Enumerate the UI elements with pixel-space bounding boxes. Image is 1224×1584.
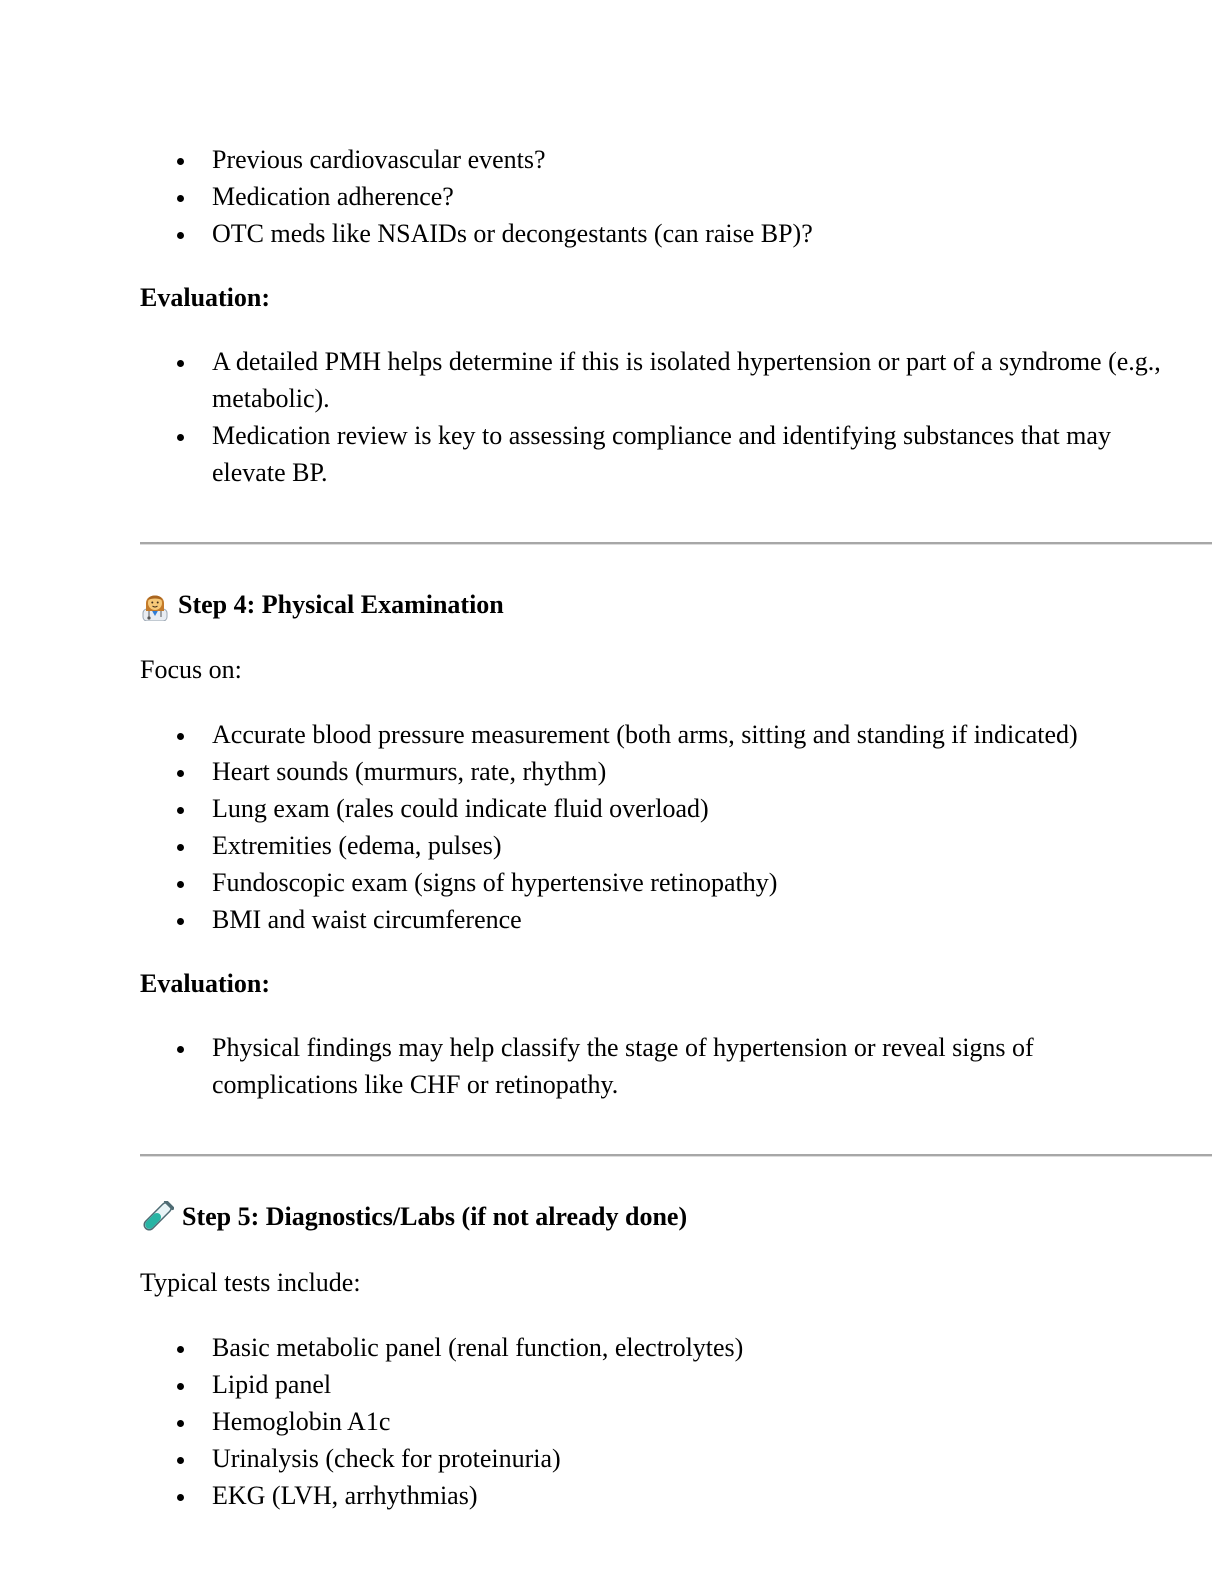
health-worker-icon [140, 589, 170, 621]
step4-heading [140, 586, 504, 623]
evaluation-label: Evaluation: [140, 283, 271, 312]
list-item: Urinalysis (check for proteinuria) [140, 1440, 1180, 1477]
list-item: Fundoscopic exam (signs of hypertensive retinopathy) [140, 864, 1180, 901]
list-item: Physical findings may help classify the stage of hypertension or reveal signs of complications like CHF or retinopathy. [140, 1029, 1180, 1103]
test-tube-icon [140, 1201, 174, 1233]
step4-list [140, 716, 1180, 938]
list-item: BMI and waist circumference [140, 901, 1180, 938]
list-item: Medication review is key to assessing compliance and identifying substances that may elevate BP. [140, 417, 1180, 491]
step5-intro: Typical tests include: [140, 1268, 361, 1297]
evaluation-label: Evaluation: [140, 969, 271, 998]
step4-intro: Focus on: [140, 655, 242, 684]
step5-heading [140, 1198, 687, 1235]
list-item: Hemoglobin A1c [140, 1403, 1180, 1440]
list-item: Previous cardiovascular events? [140, 141, 1180, 178]
list-item: Lung exam (rales could indicate fluid overload) [140, 790, 1180, 827]
section-divider [140, 1154, 1212, 1157]
step5-title: Step 5: Diagnostics/Labs (if not already done) [182, 1202, 688, 1231]
list-item: A detailed PMH helps determine if this is isolated hypertension or part of a syndrome (e.g., metabolic). [140, 343, 1180, 417]
list-item: Basic metabolic panel (renal function, electrolytes) [140, 1329, 1180, 1366]
evaluation-list [140, 343, 1180, 491]
list-item: Heart sounds (murmurs, rate, rhythm) [140, 753, 1180, 790]
list-item: Extremities (edema, pulses) [140, 827, 1180, 864]
list-item: Accurate blood pressure measurement (both arms, sitting and standing if indicated) [140, 716, 1180, 753]
list-item: Lipid panel [140, 1366, 1180, 1403]
step4-title: Step 4: Physical Examination [178, 590, 504, 619]
list-item: OTC meds like NSAIDs or decongestants (can raise BP)? [140, 215, 1180, 252]
list-item: Medication adherence? [140, 178, 1180, 215]
history-list [140, 141, 1180, 252]
section-divider [140, 542, 1212, 545]
list-item: EKG (LVH, arrhythmias) [140, 1477, 1180, 1514]
step4-evaluation-list [140, 1029, 1180, 1103]
step5-list [140, 1329, 1180, 1514]
